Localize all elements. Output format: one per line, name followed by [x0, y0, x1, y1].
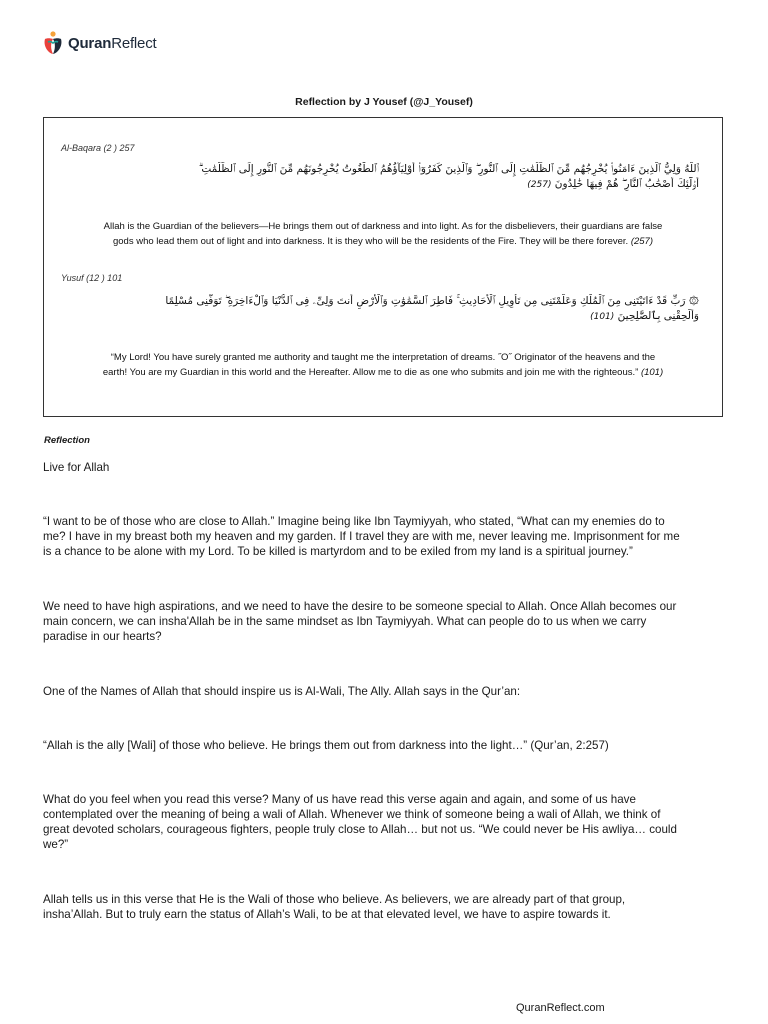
reflection-paragraph: [43, 792, 733, 852]
paragraph-line: What do you feel when you read this verse? Many of us have read this verse again and again, and some of us have: [43, 793, 636, 806]
verse-arabic-number: (257): [527, 180, 552, 190]
reflection-paragraph: [43, 599, 733, 644]
logo-wordmark-bold: Quran: [68, 34, 112, 52]
verse-arabic-line: ٱللَّهُ وَلِيُّ ٱلَّذِينَ ءَامَنُوا۟ يُخْرِجُهُم مِّنَ ٱلظُّلُمَٰتِ إِلَى ٱلنُّورِ ۖ وَٱلَّذِينَ كَفَرُوٓا۟ أَوْلِيَآؤُهُمُ ٱلطَّٰغُوتُ يُخْرِجُونَهُم مِّنَ ٱلنُّورِ إِلَى ٱلظُّلُمَٰتِ ۗ: [198, 163, 699, 175]
paragraph-line: paradise in our hearts?: [43, 630, 162, 643]
paragraph-line: One of the Names of Allah that should inspire us is Al-Wali, The Ally. Allah says in the Qur’an:: [43, 685, 521, 698]
paragraph-line: me? I have in my breast both my heaven and my garden. If I travel they are with me, never leaving me. Imprisonment for me: [43, 530, 680, 543]
reflection-label: Reflection: [44, 435, 90, 446]
translation-line: [59, 234, 707, 249]
verse-arabic-text: أُو۟لَٰٓئِكَ أَصْحَٰبُ ٱلنَّارِ ۖ هُمْ فِيهَا خَٰلِدُونَ: [554, 178, 699, 190]
verse-arabic-line: ۞ رَبِّ قَدْ ءَاتَيْتَنِى مِنَ ٱلْمُلْكِ وَعَلَّمْتَنِى مِن تَأْوِيلِ ٱلْأَحَادِيثِ ۚ فَاطِرَ ٱلسَّمَٰوَٰتِ وَٱلْأَرْضِ أَنتَ وَلِىِّۦ فِى ٱلدُّنْيَا وَٱلْءَاخِرَةِ ۖ تَوَفَّنِى مُسْلِمًا: [165, 295, 699, 307]
translation-number: (101): [640, 367, 664, 378]
paragraph-line: we?”: [43, 838, 69, 851]
translation-line: [59, 365, 707, 380]
paragraph-line: is a chance to be alone with my Lord. To be killed is martyrdom and to be exiled from my land is a spiritual journey.”: [43, 545, 633, 558]
paragraph-line: insha’Allah. But to truly earn the status of Allah’s Wali, to be at that elevated level, we have to aspire towards it.: [43, 908, 611, 921]
paragraph-line: Allah tells us in this verse that He is the Wali of those who believe. As believers, we are already part of that group,: [43, 893, 626, 906]
verses-box: [43, 117, 723, 417]
verse-reference[interactable]: Al-Baqara (2 ) 257: [61, 143, 135, 153]
logo-wordmark-regular: Reflect: [111, 34, 157, 52]
reflection-paragraph: [43, 514, 733, 559]
verse-reference[interactable]: Yusuf (12 ) 101: [61, 273, 123, 283]
reflection-heading: Live for Allah: [43, 461, 110, 474]
translation-text: gods who lead them out of light and into darkness. It is they who will be the residents of the Fire. They will be there forever.: [112, 236, 629, 247]
translation-number: (257): [630, 236, 654, 247]
quranreflect-logo-icon: [42, 30, 64, 56]
logo-wordmark: [68, 35, 156, 52]
paragraph-line: contemplated over the meaning of being a wali of Allah. Whenever we think of someone being a wali of Allah, we think of: [43, 808, 661, 821]
translation-line: “My Lord! You have surely granted me authority and taught me the interpretation of dreams. ˝O˝ Originator of the heavens and the: [110, 352, 656, 363]
verse-translation: [59, 219, 707, 249]
paragraph-line: “I want to be of those who are close to Allah.” Imagine being like Ibn Taymiyyah, who stated, “What can my enemies do to: [43, 515, 665, 528]
paragraph-line: great devoted scholars, courageous fighters, people truly close to Allah… but not us. “We could never be His awliya… could: [43, 823, 677, 836]
reflection-paragraph: [43, 892, 733, 922]
verse-arabic-line: [59, 309, 699, 325]
quranreflect-logo[interactable]: [42, 30, 156, 56]
reflection-paragraph: [43, 684, 733, 699]
paragraph-line: main concern, we can insha'Allah be in the same mindset as Ibn Taymiyyah. What can people do to us when we carry: [43, 615, 647, 628]
reflection-title: Reflection by J Yousef (@J_Yousef): [295, 96, 473, 108]
paragraph-line: We need to have high aspirations, and we need to have the desire to be someone special to Allah. Once Allah becomes our: [43, 600, 677, 613]
verse-arabic-text: وَأَلْحِقْنِى بِٱلصَّٰلِحِينَ: [617, 310, 699, 322]
verse-arabic-number: (101): [590, 312, 615, 322]
paragraph-line: “Allah is the ally [Wali] of those who believe. He brings them out from darkness into the light…” (Qur’an, 2:257): [43, 739, 609, 752]
translation-text: earth! You are my Guardian in this world and the Hereafter. Allow me to die as one who submits and join me with the righteous.”: [102, 367, 639, 378]
verse-arabic-line: [59, 177, 699, 193]
footer-site-link[interactable]: QuranReflect.com: [516, 1002, 605, 1014]
translation-line: Allah is the Guardian of the believers—He brings them out of darkness and into light. As for the disbelievers, their guardians are false: [103, 221, 663, 232]
reflection-quote: [43, 738, 733, 753]
verse-translation: [59, 350, 707, 380]
